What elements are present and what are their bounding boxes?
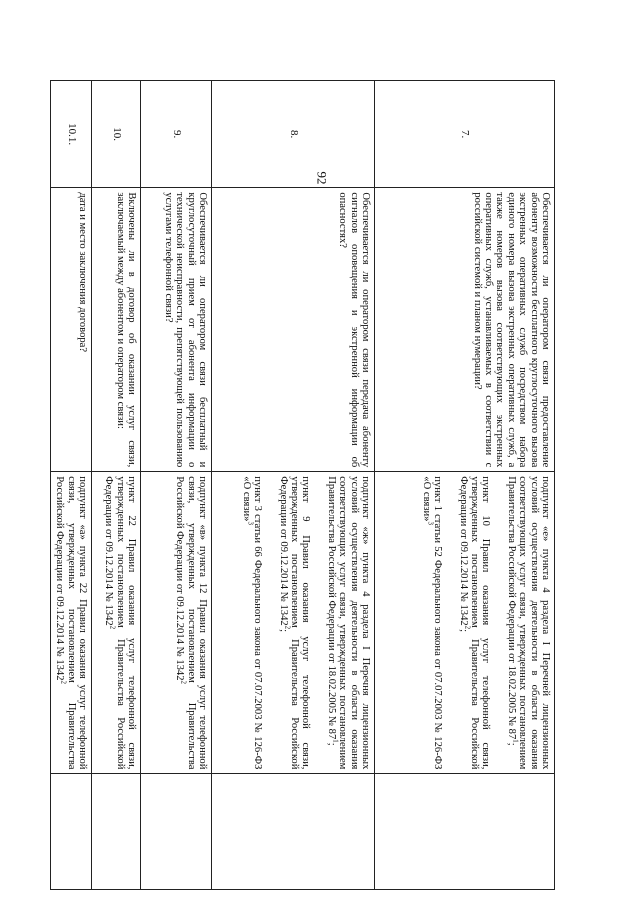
answer-cell xyxy=(141,774,212,890)
requirements-table xyxy=(50,80,555,890)
answer-cell xyxy=(92,774,141,890)
table-row xyxy=(375,81,555,890)
legal-references xyxy=(92,472,141,774)
reference-text: пункт 1 статьи 52 Федерального закона от 07.07.2003 № 126-ФЗ «О связи» xyxy=(420,476,444,770)
footnote-marker: 1 xyxy=(331,739,340,743)
requirement-question: Обеспечивается ли оператором связи передача абоненту сигналов оповещения и экстренной информации об опасностях? xyxy=(212,188,375,472)
reference-text: пункт 9 Правил оказания услуг телефонной связи, утвержденных постановлением Правительства Российской Федерации от 09.12.2014 № 1342 xyxy=(277,476,312,770)
reference-text: подпункт «ж» пункта 4 раздела I Перечня лицензионных условий осуществления деятельности в области оказания соответствующих услуг связи, утвержденных постановлением Правительства Российской Федерации от 18.02.2005 № 87 xyxy=(325,476,371,770)
reference-text: пункт 22 Правил оказания услуг телефонной связи, утвержденных постановлением Правительства Российской Федерации от 09.12.2014 № 1342 xyxy=(103,476,137,770)
reference-tail: ; xyxy=(325,742,337,746)
reference-text: подпункт «е» пункта 4 раздела I Перечней лицензионных условий осуществления деятельности в области оказания соответствующих услуг связи, утвержденных постановлением Правительства Российской Федерации от 18.02.2005 № 87 xyxy=(505,476,551,770)
legal-reference xyxy=(505,476,551,769)
row-number: 8. xyxy=(212,81,375,188)
footnote-marker: 3 xyxy=(246,521,255,525)
legal-reference xyxy=(240,476,263,769)
requirement-question: Включены ли в договор об оказании услуг связи, заключаемый между абонентом и оператором связи: xyxy=(92,188,141,472)
page-number: 92 xyxy=(314,171,330,185)
footnote-marker: 2 xyxy=(463,625,472,630)
legal-reference xyxy=(325,476,371,769)
requirement-question: дата и место заключения договора? xyxy=(50,188,91,472)
footnote-marker: 2 xyxy=(179,680,188,685)
legal-reference xyxy=(174,476,208,769)
reference-text: пункт 10 Правил оказания услуг телефонной связи, утвержденных постановлением Правительства Российской Федерации от 09.12.2014 № 1342 xyxy=(457,476,492,770)
table-row xyxy=(50,81,91,890)
legal-reference xyxy=(54,476,88,769)
legal-references xyxy=(212,472,375,774)
row-number: 10. xyxy=(92,81,141,188)
reference-tail: ; xyxy=(277,629,289,633)
rotated-document xyxy=(54,80,555,890)
legal-references xyxy=(50,472,91,774)
table-row xyxy=(92,81,141,890)
row-number: 7. xyxy=(375,81,555,188)
legal-reference xyxy=(103,476,137,769)
reference-text: подпункт «а» пункта 22 Правил оказания услуг телефонной связи, утвержденных постановлением Правительства Российской Федерации от 09.12.2014 № 1342 xyxy=(54,476,88,770)
reference-tail: ; xyxy=(505,742,517,746)
footnote-marker: 2 xyxy=(283,625,292,630)
legal-references xyxy=(141,472,212,774)
footnote-marker: 3 xyxy=(426,521,435,525)
answer-cell xyxy=(212,774,375,890)
legal-reference xyxy=(457,476,491,769)
footnote-marker: 1 xyxy=(511,739,520,743)
table-row xyxy=(141,81,212,890)
legal-reference xyxy=(277,476,311,769)
row-number: 9. xyxy=(141,81,212,188)
reference-text: пункт 3 статьи 66 Федерального закона от 07.07.2003 № 126-ФЗ «О связи» xyxy=(240,476,264,770)
reference-text: подпункт «в» пункта 12 Правил оказания услуг телефонной связи, утвержденных постановлением Правительства Российской Федерации от 09.12.2014 № 1342 xyxy=(174,476,208,770)
answer-cell xyxy=(375,774,555,890)
table-row xyxy=(212,81,375,890)
requirement-question: Обеспечивается ли оператором связи бесплатный и круглосуточный прием от абонента информации о технической неисправности, препятствующей пользованию услугами телефонной связи? xyxy=(141,188,212,472)
row-number: 10.1. xyxy=(50,81,91,188)
reference-tail: ; xyxy=(457,629,469,633)
answer-cell xyxy=(50,774,91,890)
footnote-marker: 2 xyxy=(59,680,68,685)
legal-references xyxy=(375,472,555,774)
requirement-question: Обеспечивается ли оператором связи предоставление абоненту возможности бесплатного круглосуточного вызова экстренных оперативных служб посредством набора единого номера вызова экстренных оперативных служб, а также номеров вызова соответствующих экстренных оперативных служб, устанавливаемых в соответствии с российской системой и планом нумерации? xyxy=(375,188,555,472)
legal-reference xyxy=(420,476,443,769)
footnote-marker: 2 xyxy=(108,625,117,630)
